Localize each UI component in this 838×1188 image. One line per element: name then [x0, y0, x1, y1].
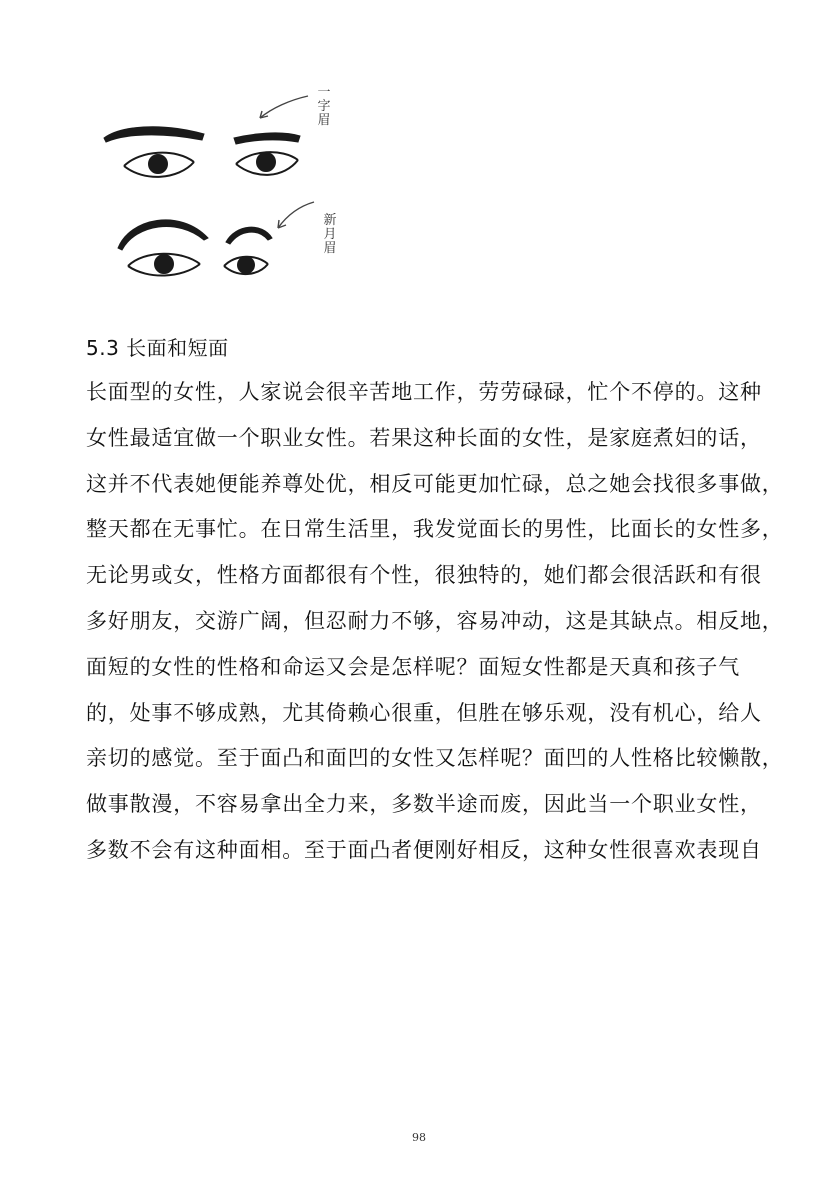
bottom-eyes: [128, 254, 268, 276]
top-eyes: [124, 152, 298, 177]
text-line: 多好朋友，交游广阔，但忍耐力不够，容易冲动，这是其缺点。相反地，: [86, 608, 784, 633]
straight-eyebrows: [104, 127, 300, 144]
page-number: 98: [412, 1131, 426, 1144]
text-line: 多数不会有这种面相。至于面凸者便刚好相反，这种女性很喜欢表现自: [86, 837, 762, 862]
text-line: 的，处事不够成熟，尤其倚赖心很重，但胜在够乐观，没有机心，给人: [86, 700, 762, 725]
text-line: 这并不代表她便能养尊处优，相反可能更加忙碌，总之她会找很多事做，: [86, 471, 784, 496]
text-line: 无论男或女，性格方面都很有个性，很独特的，她们都会很活跃和有很: [86, 563, 762, 588]
text-line: 长面型的女性，人家说会很辛苦地工作，劳劳碌碌，忙个不停的。这种: [86, 380, 762, 404]
text-line: 亲切的感觉。至于面凸和面凹的女性又怎样呢？面凹的人性格比较懒散，: [86, 746, 784, 771]
section-heading: 5.3 长面和短面: [86, 336, 229, 360]
arrow-bottom: [278, 202, 314, 228]
body-text: [86, 372, 786, 876]
label-straight-eyebrow: 一 字 眉: [317, 85, 331, 128]
label-crescent-eyebrow: 新 月 眉: [323, 213, 337, 256]
text-line: 女性最适宜做一个职业女性。若果这种长面的女性，是家庭煮妇的话，: [86, 425, 762, 450]
crescent-eyebrows: [118, 220, 272, 250]
text-line: 面短的女性的性格和命运又会是怎样呢？面短女性都是天真和孩子气: [86, 654, 740, 679]
arrow-top: [260, 96, 308, 118]
text-line: 整天都在无事忙。在日常生活里，我发觉面长的男性，比面长的女性多，: [86, 517, 784, 542]
text-line: 做事散漫，不容易拿出全力来，多数半途而废，因此当一个职业女性，: [86, 792, 762, 817]
